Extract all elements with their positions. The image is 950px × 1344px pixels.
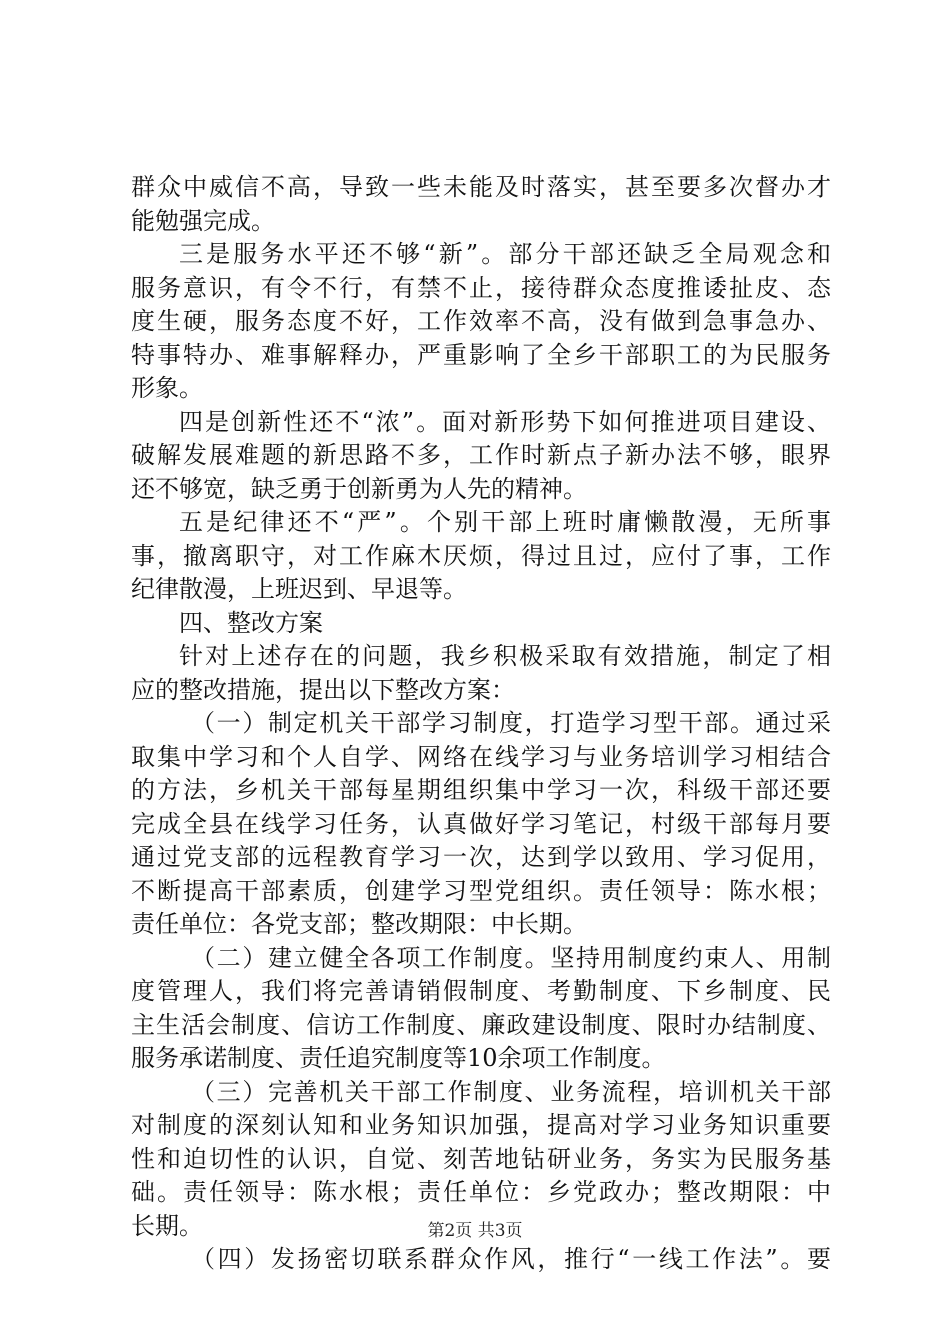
text-line: 还不够宽，缺乏勇于创新勇为人先的精神。 — [131, 474, 587, 503]
text-line: 形象。 — [131, 374, 203, 402]
text-line: 三是服务水平还不够“新”。部分干部还缺乏全局观念和 — [179, 240, 831, 268]
text-line: 责任单位：各党支部；整改期限：中长期。 — [131, 910, 587, 938]
body-text — [131, 171, 831, 1277]
text-line: 通过党支部的远程教育学习一次，达到学以致用、学习促用， — [131, 843, 831, 871]
text-line: 服务意识，有令不行，有禁不止，接待群众态度推诿扯皮、态 — [131, 273, 831, 302]
text-line: 的方法，乡机关干部每星期组织集中学习一次，科级干部还要 — [131, 776, 831, 804]
text-line: 度管理人，我们将完善请销假制度、考勤制度、下乡制度、民 — [131, 977, 831, 1005]
text-line: 度生硬，服务态度不好，工作效率不高，没有做到急事急办、 — [131, 307, 831, 335]
text-line: 不断提高干部素质，创建学习型党组织。责任领导：陈水根； — [131, 876, 831, 905]
text-line: 础。责任领导：陈水根；责任单位：乡党政办；整改期限：中 — [131, 1178, 831, 1206]
text-line: 特事特办、难事解释办，严重影响了全乡干部职工的为民服务 — [131, 340, 831, 369]
text-line: 纪律散漫，上班迟到、早退等。 — [131, 575, 467, 603]
text-line: 完成全县在线学习任务，认真做好学习笔记，村级干部每月要 — [131, 809, 831, 838]
text-line: （一）制定机关干部学习制度，打造学习型干部。通过采 — [191, 709, 831, 737]
text-line: 服务承诺制度、责任追究制度等10余项工作制度。 — [131, 1044, 666, 1072]
text-line: 能勉强完成。 — [131, 206, 275, 235]
text-line: 取集中学习和个人自学、网络在线学习与业务培训学习相结合 — [131, 742, 831, 771]
text-line: 事，撤离职守，对工作麻木厌烦，得过且过，应付了事，工作 — [131, 541, 831, 570]
text-line: 对制度的深刻认知和业务知识加强，提高对学习业务知识重要 — [131, 1111, 831, 1139]
text-line: 主生活会制度、信访工作制度、廉政建设制度、限时办结制度、 — [131, 1010, 831, 1039]
text-line: 性和迫切性的认识，自觉、刻苦地钻研业务，务实为民服务基 — [131, 1144, 831, 1173]
text-line: 四是创新性还不“浓”。面对新形势下如何推进项目建设、 — [179, 407, 831, 436]
text-line: （二）建立健全各项工作制度。坚持用制度约束人、用制 — [191, 943, 831, 972]
text-line: （三）完善机关干部工作制度、业务流程，培训机关干部 — [191, 1077, 831, 1106]
text-line: 五是纪律还不“严”。个别干部上班时庸懒散漫，无所事 — [179, 508, 831, 536]
text-line: （四）发扬密切联系群众作风，推行“一线工作法”。要 — [191, 1245, 831, 1273]
text-line: 群众中威信不高，导致一些未能及时落实，甚至要多次督办才 — [131, 173, 831, 201]
text-line: 针对上述存在的问题，我乡积极采取有效措施，制定了相 — [179, 642, 831, 670]
text-line: 破解发展难题的新思路不多，工作时新点子新办法不够，眼界 — [131, 441, 831, 469]
text-line: 应的整改措施，提出以下整改方案： — [131, 675, 515, 704]
text-line: 长期。 — [131, 1211, 203, 1240]
text-line: 四、整改方案 — [179, 608, 323, 637]
page-footer: 第2页 共3页 — [427, 1221, 523, 1241]
